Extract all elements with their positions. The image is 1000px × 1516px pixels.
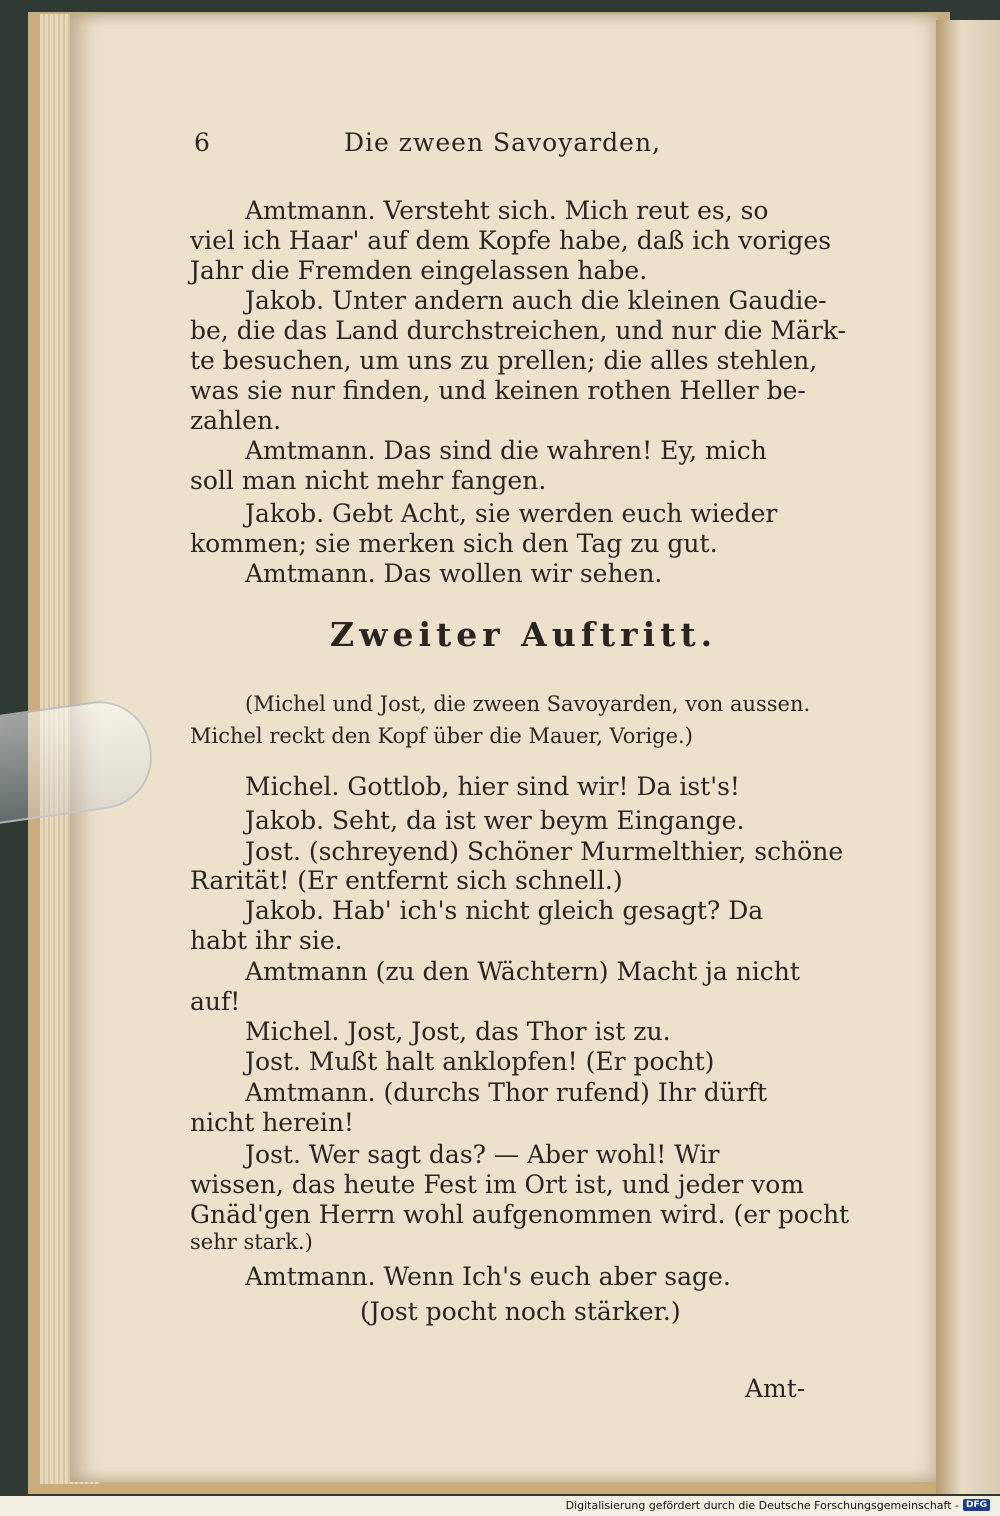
text-line: Jakob. Unter andern auch die kleinen Gaudie- [245, 286, 827, 315]
running-head: Die zween Savoyarden, [344, 128, 662, 157]
text-line: zahlen. [190, 406, 282, 435]
text-line: Amtmann. Wenn Ich's euch aber sage. [245, 1262, 731, 1291]
facing-page-edge [936, 20, 1000, 1494]
text-line: soll man nicht mehr fangen. [190, 466, 547, 495]
text-line: auf! [190, 987, 241, 1016]
text-line: Jost. Wer sagt das? — Aber wohl! Wir [245, 1140, 720, 1169]
text-line: Amtmann. Das sind die wahren! Ey, mich [245, 436, 767, 465]
text-line: Amtmann (zu den Wächtern) Macht ja nicht [245, 957, 800, 986]
text-line: be, die das Land durchstreichen, und nur die Märk- [190, 316, 846, 345]
catchword: Amt- [745, 1374, 806, 1403]
text-line: Michel reckt den Kopf über die Mauer, Vorige.) [190, 724, 693, 748]
footer-credit: Digitalisierung gefördert durch die Deutsche Forschungsgemeinschaft - [565, 1498, 959, 1512]
text-line: Amtmann. Versteht sich. Mich reut es, so [245, 196, 769, 225]
text-line: Rarität! (Er entfernt sich schnell.) [190, 866, 623, 895]
text-line: wissen, das heute Fest im Ort ist, und jeder vom [190, 1170, 805, 1199]
text-line: te besuchen, um uns zu prellen; die alles stehlen, [190, 346, 818, 375]
text-line: Jakob. Gebt Acht, sie werden euch wieder [245, 499, 778, 528]
text-line: Michel. Jost, Jost, das Thor ist zu. [245, 1017, 671, 1046]
text-line: nicht herein! [190, 1108, 354, 1137]
text-line: (Jost pocht noch stärker.) [360, 1297, 681, 1326]
page-number: 6 [194, 128, 210, 157]
text-line: sehr stark.) [190, 1230, 313, 1254]
dfg-logo-icon: DFG [963, 1499, 990, 1511]
text-line: Michel. Gottlob, hier sind wir! Da ist's! [245, 772, 740, 801]
text-line: Jakob. Hab' ich's nicht gleich gesagt? Da [245, 896, 764, 925]
text-line: Gnäd'gen Herrn wohl aufgenommen wird. (er pocht [190, 1200, 850, 1229]
text-line: kommen; sie merken sich den Tag zu gut. [190, 529, 718, 558]
text-line: Jost. (schreyend) Schöner Murmelthier, schöne [245, 837, 844, 866]
text-line: Amtmann. (durchs Thor rufend) Ihr dürft [245, 1078, 768, 1107]
text-line: was sie nur finden, und keinen rothen Heller be- [190, 376, 806, 405]
text-line: Jakob. Seht, da ist wer beym Eingange. [245, 806, 745, 835]
text-line: viel ich Haar' auf dem Kopfe habe, daß ich voriges [190, 226, 832, 255]
text-line: (Michel und Jost, die zween Savoyarden, von aussen. [245, 692, 811, 716]
text-line: habt ihr sie. [190, 926, 343, 955]
text-line: Jost. Mußt halt anklopfen! (Er pocht) [245, 1047, 715, 1076]
text-line: Jahr die Fremden eingelassen habe. [190, 256, 648, 285]
scene-title: Zweiter Auftritt. [330, 615, 718, 654]
digitization-footer [566, 1496, 990, 1514]
text-line: Amtmann. Das wollen wir sehen. [245, 559, 663, 588]
